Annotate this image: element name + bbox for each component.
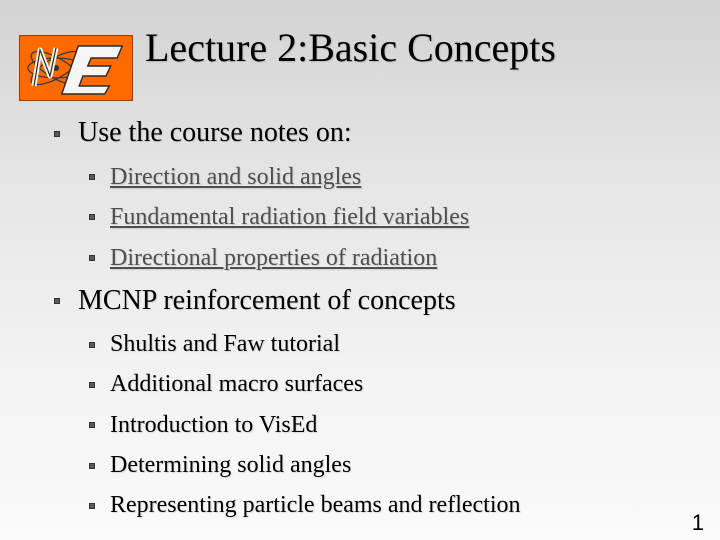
bullet-marker bbox=[54, 131, 60, 137]
page-number: 1 bbox=[691, 510, 704, 535]
sub-bullet-marker bbox=[89, 214, 95, 220]
sub-bullet-marker bbox=[89, 255, 95, 261]
bullet-marker bbox=[54, 298, 60, 304]
sub-bullet-marker bbox=[89, 342, 95, 348]
sub-item-macro-surfaces: Additional macro surfaces bbox=[110, 371, 364, 397]
sub-item-particle-beams: Representing particle beams and reflection bbox=[110, 492, 521, 518]
sub-bullet-marker bbox=[89, 422, 95, 428]
sub-item-vised: Introduction to VisEd bbox=[110, 412, 318, 438]
bullet-mcnp-reinforcement: MCNP reinforcement of concepts bbox=[78, 285, 456, 316]
sub-item-shultis-faw: Shultis and Faw tutorial bbox=[110, 331, 340, 357]
link-directional-properties[interactable]: Directional properties of radiation bbox=[110, 245, 438, 271]
bullet-course-notes: Use the course notes on: bbox=[78, 117, 352, 148]
atom-ne-icon bbox=[20, 36, 132, 100]
slide-title: Lecture 2:Basic Concepts bbox=[145, 25, 556, 70]
sub-bullet-marker bbox=[89, 503, 95, 509]
ne-logo bbox=[19, 35, 133, 101]
sub-bullet-marker bbox=[89, 174, 95, 180]
sub-bullet-marker bbox=[89, 463, 95, 469]
link-fundamental-radiation-field[interactable]: Fundamental radiation field variables bbox=[110, 204, 470, 230]
sub-bullet-marker bbox=[89, 382, 95, 388]
link-direction-solid-angles[interactable]: Direction and solid angles bbox=[110, 164, 362, 190]
sub-item-solid-angles: Determining solid angles bbox=[110, 452, 352, 478]
